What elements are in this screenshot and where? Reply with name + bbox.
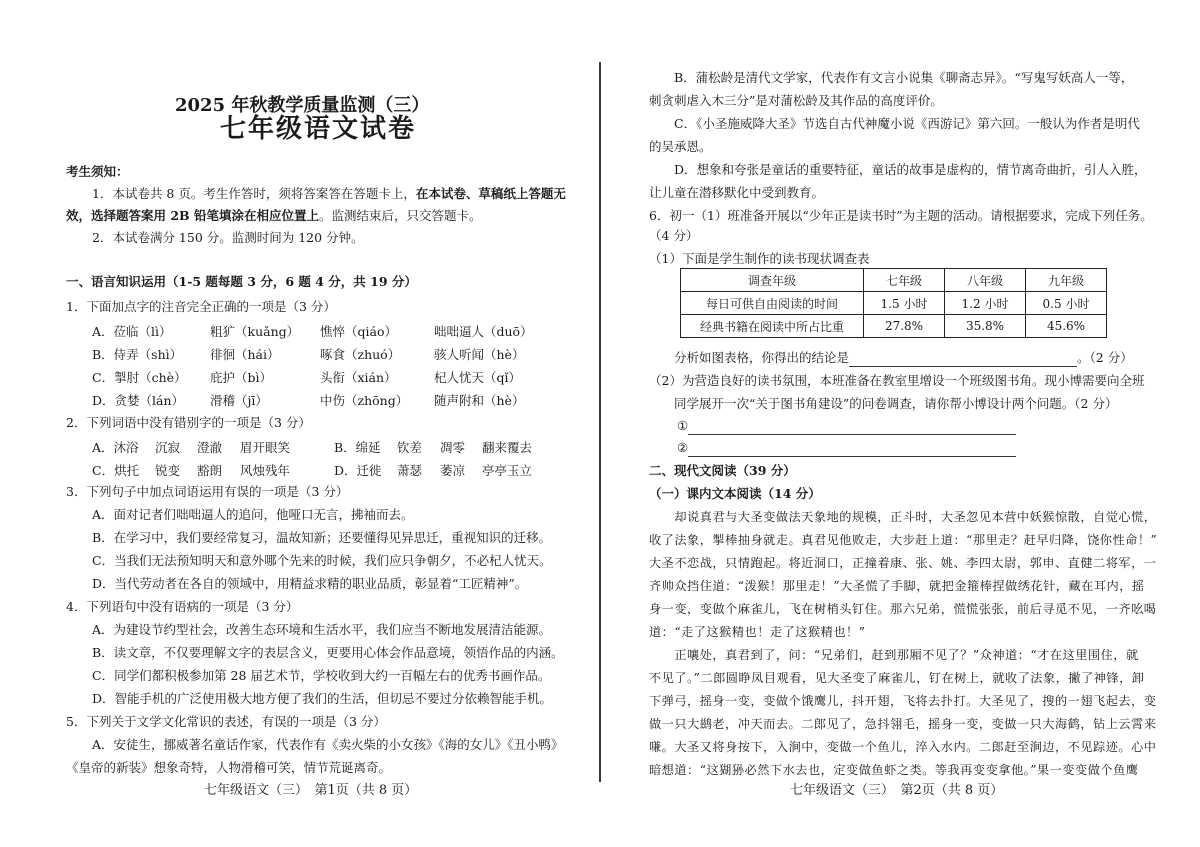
q1-option-a-1: A．莅临（lì） — [92, 324, 172, 339]
passage-line: 暗想道：“这猢狲必然下水去也，定变做鱼虾之类。等我再变变拿他。”果一变变做个鱼鹰 — [649, 763, 1139, 777]
table-cell: 45.6% — [1026, 315, 1107, 338]
table-header-cell: 九年级 — [1026, 269, 1107, 292]
q2-word: C．烘托 — [92, 463, 140, 478]
page-footer: 七年级语文（三） 第2页（共 8 页） — [790, 783, 1004, 798]
q6-subquestion-2-line2: 同学展开一次“关于图书角建设”的问卷调查，请你帮小博设计两个问题。（2 分） — [674, 396, 1118, 411]
q5-option-b-line1: B．蒲松龄是清代文学家，代表作有文言小说集《聊斋志异》。“写鬼写妖高人一等， — [674, 70, 1134, 85]
q3-option-b: B．在学习中，我们要经常复习，温故知新；还要懂得见异思迁，重视知识的迁移。 — [92, 530, 552, 545]
table-cell: 0.5 小时 — [1026, 292, 1107, 315]
q5-option-c-line2: 的吴承恩。 — [649, 139, 712, 154]
q1-option-d-1: D．贪婪（lán） — [92, 393, 185, 408]
passage-line: 嗛。大圣又将身按下，入涧中，变做一个鱼儿，淬入水内。二郎赶至涧边，不见踪迹。心中 — [649, 740, 1157, 754]
q1-option-b-3: 啄食（zhuó） — [320, 347, 401, 362]
q5-option-c-line1: C．《小圣施威降大圣》节选自古代神魔小说《西游记》第六回。一般认为作者是明代 — [674, 116, 1140, 131]
question-1: 1．下面加点字的注音完全正确的一项是（3 分） — [66, 299, 336, 314]
table-cell: 35.8% — [945, 315, 1026, 338]
q6-analysis-score: 。（2 分） — [1077, 350, 1133, 365]
table-row — [681, 292, 1107, 315]
answer-blank-1[interactable] — [688, 418, 1016, 435]
passage-line: 收了法象，掣棒抽身就走。真君见他败走，大步赶上道：“那里走？赶早归降，饶你性命！” — [649, 533, 1158, 547]
q2-word: A．沐浴 — [92, 440, 139, 455]
q4-option-d: D．智能手机的广泛使用极大地方便了我们的生活，但切忌不要过分依赖智能手机。 — [92, 691, 553, 706]
q6-subquestion-1: （1）下面是学生制作的读书现状调查表 — [649, 251, 870, 266]
question-4: 4．下列语句中没有语病的一项是（3 分） — [66, 599, 299, 614]
q5-option-b-line2: 刺贪刺虐入木三分”是对蒲松龄及其作品的高度评价。 — [649, 93, 943, 108]
answer-marker-1: ① — [677, 418, 689, 433]
table-cell: 每日可供自由阅读的时间 — [681, 292, 864, 315]
answer-marker-2: ② — [677, 440, 689, 455]
table-cell: 27.8% — [864, 315, 945, 338]
q6-answer-line-2 — [677, 440, 1016, 457]
q5-option-a-line2: 《皇帝的新装》想象奇特，人物滑稽可笑，情节荒诞离奇。 — [66, 760, 392, 775]
table-header-cell: 七年级 — [864, 269, 945, 292]
q1-option-a-3: 憔悴（qiáo） — [320, 324, 397, 339]
table-cell: 1.2 小时 — [945, 292, 1026, 315]
question-5: 5．下列关于文学文化常识的表述，有误的一项是（3 分） — [66, 714, 386, 729]
question-3: 3．下列句子中加点词语运用有误的一项是（3 分） — [66, 484, 349, 499]
question-6-score: （4 分） — [649, 228, 699, 243]
passage-line: 齐帅众挡住道：“泼猴！那里走！”大圣慌了手脚，就把金箍棒捏做绣花针，藏在耳内，摇 — [649, 579, 1145, 593]
answer-blank-2[interactable] — [688, 440, 1016, 457]
q2-word: 锐变 — [155, 463, 181, 478]
table-header-row — [681, 269, 1107, 292]
q1-option-a-2: 粗犷（kuǎng） — [210, 324, 300, 339]
q6-analysis-line — [674, 350, 1133, 367]
q2-word: 萧瑟 — [397, 463, 423, 478]
notice-line-1: 1．本试卷共 8 页。考生作答时，须将答案答在答题卡上，在本试卷、草稿纸上答题无 — [92, 186, 566, 201]
table-row — [681, 315, 1107, 338]
reading-survey-table — [680, 268, 1107, 338]
q3-option-c: C．当我们无法预知明天和意外哪个先来的时候，我们应只争朝夕，不必杞人忧天。 — [92, 553, 552, 568]
q2-word: 亭亭玉立 — [482, 463, 533, 478]
passage-line: 下弹弓，摇身一变，变做个饿鹰儿，抖开翅，飞将去扑打。大圣见了，搜的一翅飞起去，变 — [649, 694, 1157, 708]
passage-line: 大圣不恋战，只情跑起。将近洞口，正撞着康、张、姚、李四太尉，郭申、直健二将军，一 — [649, 556, 1157, 570]
question-2: 2．下列词语中没有错别字的一项是（3 分） — [66, 415, 311, 430]
table-header-cell: 调查年级 — [681, 269, 864, 292]
q3-option-d: D．当代劳动者在各自的领域中，用精益求精的职业品质，彰显着“工匠精神”。 — [92, 576, 528, 591]
passage-line: 道：“走了这猴精也！走了这猴精也！” — [649, 625, 866, 639]
q1-option-d-4: 随声附和（hè） — [434, 393, 525, 408]
passage-line: 不见了。”二郎圆睁凤目观看，见大圣变了麻雀儿，钉在树上，就收了法象，撇了神锋，卸 — [649, 671, 1145, 685]
q1-option-b-2: 徘徊（hái） — [210, 347, 280, 362]
exam-subtitle: 七年级语文试卷 — [220, 114, 417, 144]
q5-option-a-line1: A．安徒生，挪威著名童话作家，代表作有《卖火柴的小女孩》《海的女儿》《丑小鸭》 — [92, 737, 564, 752]
q6-subquestion-2-line1: （2）为营造良好的读书氛围，本班准备在教室里增设一个班级图书角。现小博需要向全班 — [649, 373, 1145, 388]
question-6: 6．初一（1）班准备开展以“少年正是读书时”为主题的活动。请根据要求，完成下列任务。 — [649, 208, 1153, 223]
notice-line-2: 效，选择题答案用 2B 铅笔填涂在相应位置上。监测结束后，只交答题卡。 — [66, 208, 482, 223]
passage-line: 身一变，变做个麻雀儿，飞在树梢头钉住。那六兄弟，慌慌张张，前后寻觅不见，一齐吆喝 — [649, 602, 1157, 616]
q1-option-b-1: B．侍弄（shì） — [92, 347, 183, 362]
table-cell: 经典书籍在阅读中所占比重 — [681, 315, 864, 338]
q2-word: 眉开眼笑 — [240, 440, 291, 455]
q1-option-a-4: 咄咄逼人（duō） — [434, 324, 533, 339]
table-cell: 1.5 小时 — [864, 292, 945, 315]
table-header-cell: 八年级 — [945, 269, 1026, 292]
q4-option-b: B．读文章，不仅要理解文字的表层含义，更要用心体会作品意境，领悟作品的内涵。 — [92, 645, 564, 660]
q1-option-d-3: 中伤（zhōng） — [320, 393, 409, 408]
q6-analysis-answer-blank[interactable] — [849, 350, 1077, 367]
q1-option-c-2: 庇护（bì） — [210, 370, 272, 385]
section-2-heading: 二、现代文阅读（39 分） — [649, 463, 796, 478]
notice-heading: 考生须知： — [66, 164, 129, 179]
q2-word: 萎凉 — [440, 463, 466, 478]
q2-word: 风烛残年 — [240, 463, 291, 478]
q1-option-d-2: 滑稽（jī） — [210, 393, 268, 408]
q5-option-d-line2: 让儿童在潜移默化中受到教育。 — [649, 185, 825, 200]
q1-option-c-1: C．掣肘（chè） — [92, 370, 187, 385]
q1-option-c-4: 杞人忧天（qǐ） — [434, 370, 521, 385]
q6-answer-line-1 — [677, 418, 1016, 435]
q2-word: 豁朗 — [197, 463, 223, 478]
section-1-heading: 一、语言知识运用（1-5 题每题 3 分，6 题 4 分，共 19 分） — [66, 274, 417, 289]
q1-option-c-3: 头衔（xián） — [320, 370, 397, 385]
q1-option-b-4: 骇人听闻（hè） — [434, 347, 525, 362]
q4-option-c: C．同学们都积极参加第 28 届艺术节，学校收到大约一百幅左右的优秀书画作品。 — [92, 668, 551, 683]
left-page — [0, 0, 598, 847]
q2-word: B．绵延 — [334, 440, 381, 455]
q2-word: D．迁徙 — [334, 463, 382, 478]
exam-title: 2025 年秋教学质量监测（三） — [175, 95, 430, 116]
q2-word: 翻来覆去 — [482, 440, 533, 455]
q2-word: 澄澈 — [197, 440, 223, 455]
page-footer: 七年级语文（三） 第1页（共 8 页） — [204, 783, 418, 798]
passage-line: 却说真君与大圣变做法天象地的规模，正斗时，大圣忽见本营中妖猴惊散，自觉心慌， — [649, 510, 1157, 524]
q2-word: 钦差 — [397, 440, 423, 455]
q2-word: 沉寂 — [155, 440, 181, 455]
passage-line: 正嚷处，真君到了，问：“兄弟们，赶到那厢不见了？”众神道：“才在这里围住，就 — [649, 648, 1139, 662]
q3-option-a: A．面对记者们咄咄逼人的追问，他哑口无言，拂袖而去。 — [92, 507, 414, 522]
notice-line-3: 2．本试卷满分 150 分。监测时间为 120 分钟。 — [92, 230, 364, 245]
q6-analysis-prompt: 分析如图表格，你得出的结论是 — [674, 350, 850, 365]
q2-word: 凋零 — [440, 440, 466, 455]
q5-option-d-line1: D．想象和夸张是童话的重要特征，童话的故事是虚构的，情节离奇曲折，引人入胜， — [674, 162, 1147, 177]
sub-section-heading: （一）课内文本阅读（14 分） — [649, 486, 821, 501]
q4-option-a: A．为建设节约型社会，改善生态环境和生活水平，我们应当不断地发展清洁能源。 — [92, 622, 552, 637]
page-divider — [599, 62, 601, 782]
passage-line: 做一只大鹚老，冲天而去。二郎见了，急抖翎毛，摇身一变，变做一只大海鹤，钻上云霄来 — [649, 717, 1157, 731]
